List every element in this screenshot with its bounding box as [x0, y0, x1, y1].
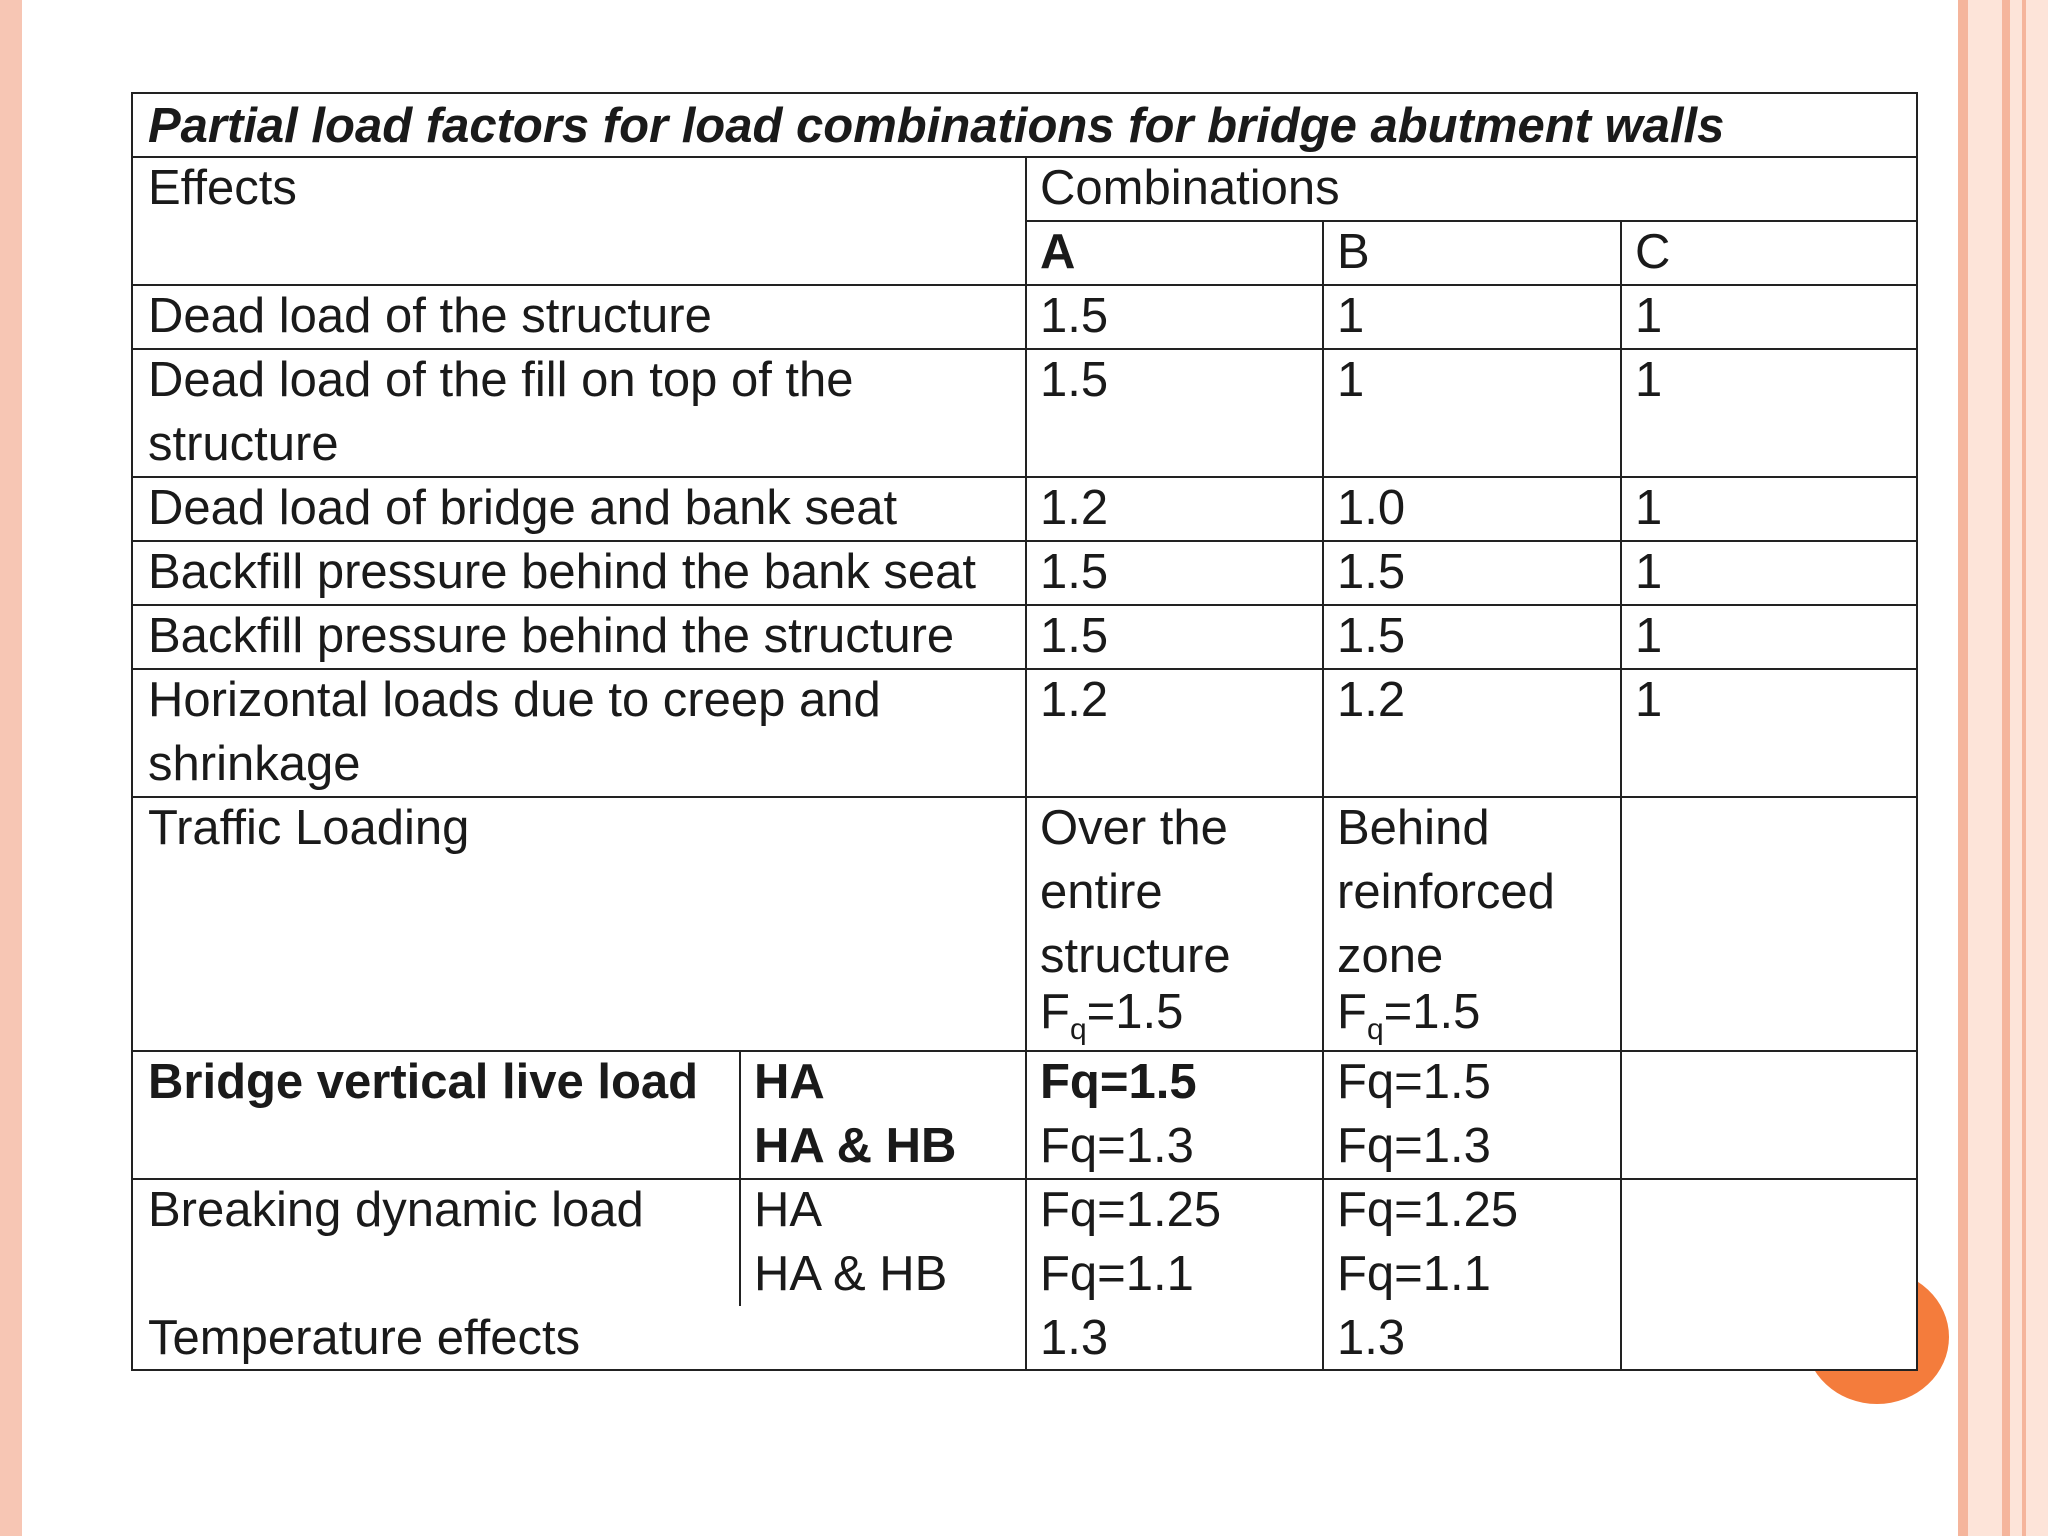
- table-title: Partial load factors for load combinations for bridge abutment walls: [148, 99, 1725, 153]
- effect-cell: Backfill pressure behind the structure: [148, 609, 955, 663]
- column-b-header: B: [1337, 225, 1370, 279]
- right-accent-stripe: [1958, 0, 1968, 1536]
- left-accent-stripe: [0, 0, 22, 1536]
- effect-cell: Traffic Loading: [148, 801, 470, 855]
- column-c-header: C: [1635, 225, 1671, 279]
- factor-a-cell: Fq=1.25: [1040, 1183, 1222, 1237]
- row-divider: [1025, 220, 1916, 222]
- factor-a-cell: Fq=1.5: [1040, 1055, 1197, 1109]
- effect-cell: Breaking dynamic load: [148, 1183, 644, 1237]
- effect-cell: Backfill pressure behind the bank seat: [148, 545, 977, 599]
- traffic-a-factor: $F_q=1.5$: [1040, 985, 1184, 1046]
- factor-a-cell: 1.5: [1040, 545, 1109, 599]
- column-a-header: A: [1040, 225, 1076, 279]
- column-divider: [1025, 156, 1027, 1369]
- factor-a-cell: Fq=1.3: [1040, 1119, 1194, 1173]
- factor-b-cell: 1.2: [1337, 673, 1406, 727]
- factor-a-cell: 1.5: [1040, 289, 1109, 343]
- load-type-cell: HA & HB: [754, 1119, 957, 1173]
- factor-c-cell: 1: [1635, 673, 1663, 727]
- column-divider: [1620, 220, 1622, 1369]
- load-type-cell: HA: [754, 1183, 823, 1237]
- factor-a-cell: 1.5: [1040, 609, 1109, 663]
- factor-a-cell: Fq=1.1: [1040, 1247, 1194, 1301]
- load-factors-table: [131, 92, 1918, 1371]
- factor-c-cell: 1: [1635, 289, 1663, 343]
- effects-header: Effects: [148, 161, 297, 215]
- effect-cell: Dead load of the fill on top of the: [148, 353, 854, 407]
- factor-b-cell: 1.5: [1337, 609, 1406, 663]
- combinations-header: Combinations: [1040, 161, 1340, 215]
- traffic-b-line: zone: [1337, 929, 1444, 983]
- factor-b-cell: 1.3: [1337, 1311, 1406, 1365]
- effect-cell: Bridge vertical live load: [148, 1055, 699, 1109]
- factor-b-cell: Fq=1.3: [1337, 1119, 1491, 1173]
- traffic-b-factor: $F_q=1.5$: [1337, 985, 1481, 1046]
- factor-c-cell: 1: [1635, 353, 1663, 407]
- factor-b-cell: 1.5: [1337, 545, 1406, 599]
- factor-b-cell: 1.0: [1337, 481, 1406, 535]
- right-accent-band: [2010, 0, 2048, 1536]
- factor-a-cell: 1.5: [1040, 353, 1109, 407]
- traffic-a-line: structure: [1040, 929, 1231, 983]
- factor-c-cell: 1: [1635, 545, 1663, 599]
- traffic-a-line: entire: [1040, 865, 1163, 919]
- right-accent-stripe: [2022, 0, 2026, 1536]
- factor-c-cell: 1: [1635, 481, 1663, 535]
- effect-cell: Dead load of bridge and bank seat: [148, 481, 898, 535]
- factor-a-cell: 1.2: [1040, 481, 1109, 535]
- effect-cell: Temperature effects: [148, 1311, 581, 1365]
- column-divider: [739, 1050, 741, 1306]
- right-accent-band: [1968, 0, 2002, 1536]
- traffic-a-line: Over the: [1040, 801, 1228, 855]
- traffic-b-line: Behind: [1337, 801, 1490, 855]
- factor-b-cell: Fq=1.5: [1337, 1055, 1491, 1109]
- effect-cell: Dead load of the structure: [148, 289, 712, 343]
- factor-a-cell: 1.3: [1040, 1311, 1109, 1365]
- factor-a-cell: 1.2: [1040, 673, 1109, 727]
- effect-cell: structure: [148, 417, 339, 471]
- load-type-cell: HA: [754, 1055, 825, 1109]
- effect-cell: Horizontal loads due to creep and: [148, 673, 881, 727]
- column-divider: [1322, 220, 1324, 1369]
- effect-cell: shrinkage: [148, 737, 361, 791]
- factor-b-cell: Fq=1.25: [1337, 1183, 1519, 1237]
- traffic-b-line: reinforced: [1337, 865, 1555, 919]
- load-type-cell: HA & HB: [754, 1247, 948, 1301]
- right-accent-stripe: [2002, 0, 2010, 1536]
- factor-b-cell: 1: [1337, 289, 1365, 343]
- factor-c-cell: 1: [1635, 609, 1663, 663]
- factor-b-cell: 1: [1337, 353, 1365, 407]
- factor-b-cell: Fq=1.1: [1337, 1247, 1491, 1301]
